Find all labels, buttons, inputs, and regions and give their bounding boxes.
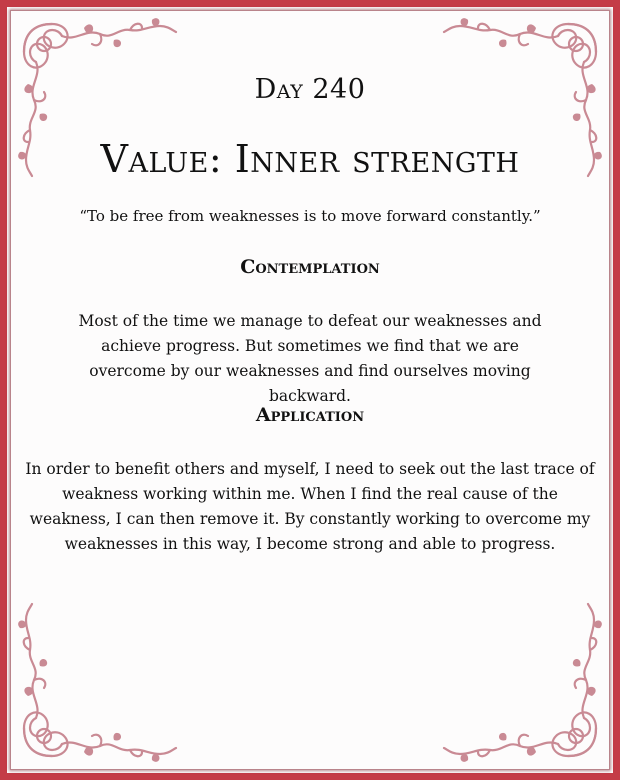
celtic-knot-corner-ornament-icon (436, 596, 606, 766)
quote: “To be free from weaknesses is to move forward constantly.” (79, 207, 541, 225)
application-heading: Application (255, 404, 365, 426)
value-title: Value: Inner strength (100, 137, 520, 181)
application-text: In order to benefit others and myself, I need to seek out the last trace of weakness working within me. When I find the real cause of the weakness, I can then remove it. By constantly working to overcome my weaknesses in this way, I become strong and able to progress. (25, 460, 595, 553)
contemplation-text: Most of the time we manage to defeat our weaknesses and achieve progress. But sometimes we find that we are overcome by our weaknesses and find ourselves moving backward. (78, 312, 542, 405)
contemplation-heading: Contemplation (240, 256, 380, 278)
celtic-knot-corner-ornament-icon (14, 596, 184, 766)
day-title: Day 240 (254, 74, 366, 105)
